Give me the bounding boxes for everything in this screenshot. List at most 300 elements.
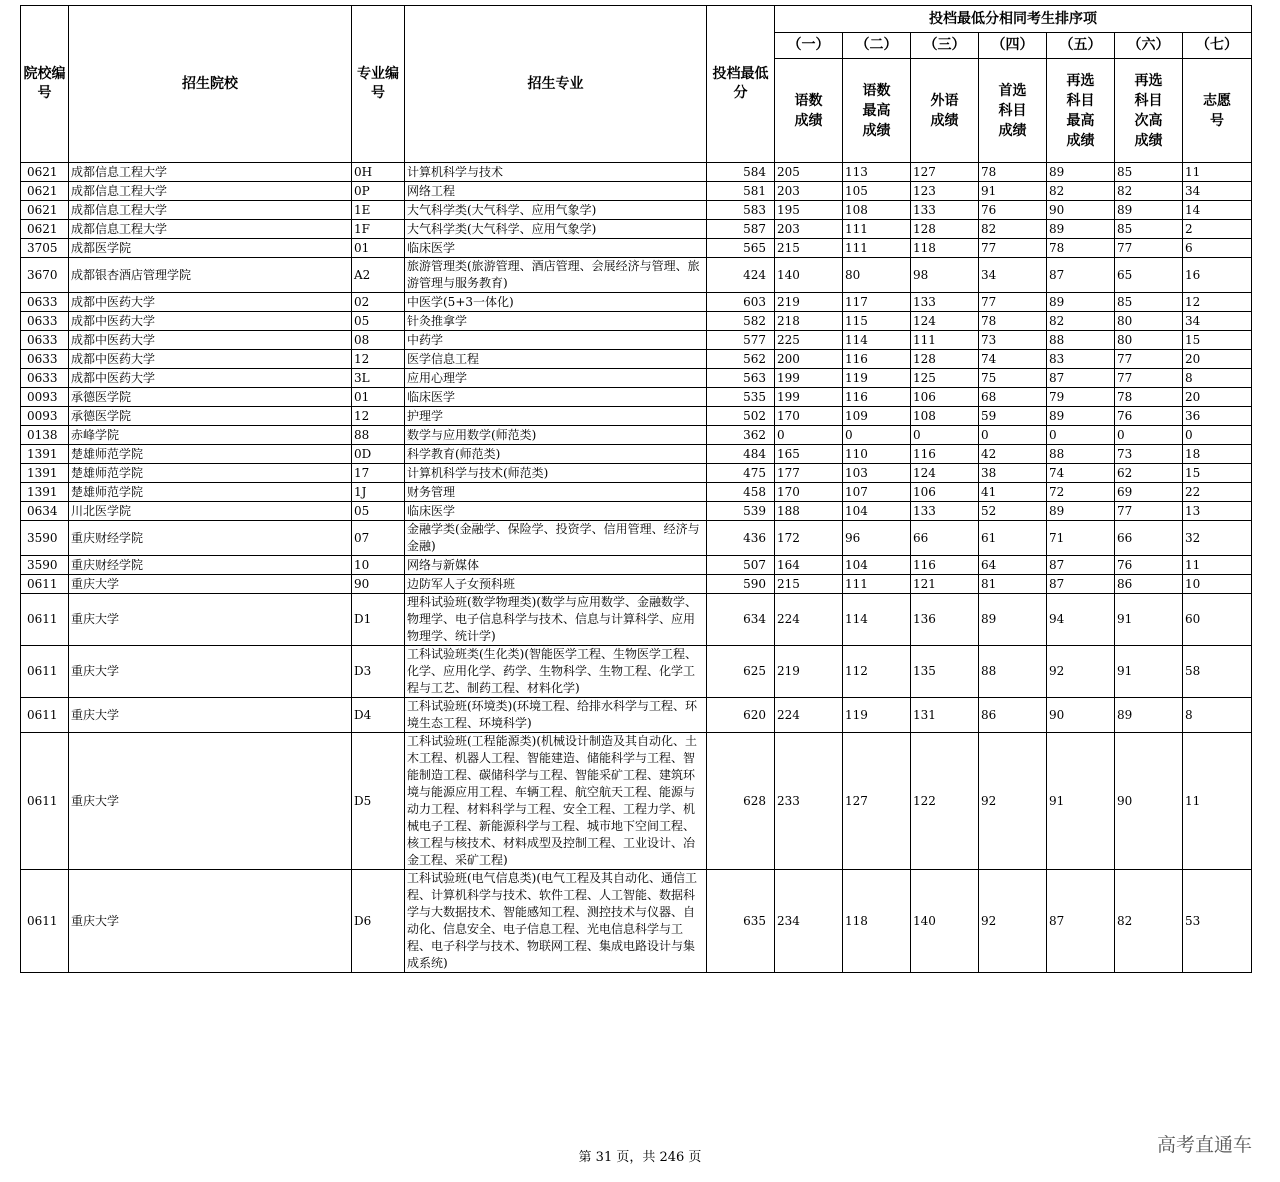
cell-major-name: 医学信息工程 (405, 350, 707, 369)
cell-score-2: 115 (843, 312, 911, 331)
cell-major-code: 07 (352, 521, 405, 556)
cell-score-3: 128 (911, 220, 979, 239)
cell-score-6: 69 (1115, 483, 1183, 502)
cell-score-4: 34 (979, 258, 1047, 293)
cell-score-5: 89 (1047, 220, 1115, 239)
cell-score-2: 127 (843, 733, 911, 870)
cell-score-7: 11 (1183, 163, 1252, 182)
cell-min-score: 590 (707, 575, 775, 594)
cell-score-6: 82 (1115, 870, 1183, 973)
cell-score-3: 125 (911, 369, 979, 388)
cell-school-code: 0611 (21, 733, 69, 870)
header-tiebreak-item: 语数成绩 (775, 59, 843, 163)
cell-score-4: 42 (979, 445, 1047, 464)
cell-min-score: 436 (707, 521, 775, 556)
cell-score-5: 79 (1047, 388, 1115, 407)
cell-score-4: 92 (979, 870, 1047, 973)
cell-school-name: 重庆财经学院 (69, 521, 352, 556)
cell-score-1: 215 (775, 575, 843, 594)
cell-score-2: 111 (843, 575, 911, 594)
cell-score-1: 170 (775, 483, 843, 502)
cell-score-3: 136 (911, 594, 979, 646)
cell-school-name: 川北医学院 (69, 502, 352, 521)
cell-score-3: 116 (911, 445, 979, 464)
header-tiebreak-num: （四） (979, 33, 1047, 59)
cell-major-name: 网络工程 (405, 182, 707, 201)
cell-major-name: 财务管理 (405, 483, 707, 502)
cell-school-name: 成都信息工程大学 (69, 220, 352, 239)
cell-min-score: 577 (707, 331, 775, 350)
cell-min-score: 625 (707, 646, 775, 698)
cell-major-name: 大气科学类(大气科学、应用气象学) (405, 201, 707, 220)
cell-score-2: 80 (843, 258, 911, 293)
cell-min-score: 502 (707, 407, 775, 426)
cell-score-1: 219 (775, 293, 843, 312)
cell-major-code: 1J (352, 483, 405, 502)
cell-score-3: 123 (911, 182, 979, 201)
cell-score-6: 80 (1115, 312, 1183, 331)
cell-score-6: 77 (1115, 502, 1183, 521)
cell-score-7: 22 (1183, 483, 1252, 502)
table-row (21, 870, 1252, 973)
cell-school-code: 0633 (21, 350, 69, 369)
cell-major-code: 05 (352, 312, 405, 331)
cell-major-code: 05 (352, 502, 405, 521)
cell-score-2: 116 (843, 388, 911, 407)
cell-school-name: 重庆大学 (69, 698, 352, 733)
cell-min-score: 635 (707, 870, 775, 973)
cell-score-6: 91 (1115, 594, 1183, 646)
cell-school-code: 0633 (21, 312, 69, 331)
cell-score-6: 89 (1115, 201, 1183, 220)
header-tiebreak-item: 语数最高成绩 (843, 59, 911, 163)
cell-score-7: 0 (1183, 426, 1252, 445)
table-row (21, 258, 1252, 293)
cell-score-4: 86 (979, 698, 1047, 733)
cell-school-name: 成都信息工程大学 (69, 182, 352, 201)
cell-score-2: 112 (843, 646, 911, 698)
cell-score-3: 133 (911, 201, 979, 220)
cell-score-6: 89 (1115, 698, 1183, 733)
cell-score-5: 87 (1047, 369, 1115, 388)
cell-score-7: 18 (1183, 445, 1252, 464)
cell-score-4: 76 (979, 201, 1047, 220)
cell-min-score: 475 (707, 464, 775, 483)
cell-major-code: A2 (352, 258, 405, 293)
cell-school-code: 0611 (21, 575, 69, 594)
cell-min-score: 583 (707, 201, 775, 220)
cell-min-score: 507 (707, 556, 775, 575)
header-tiebreak-item: 再选科目最高成绩 (1047, 59, 1115, 163)
cell-major-name: 临床医学 (405, 502, 707, 521)
cell-score-5: 87 (1047, 556, 1115, 575)
cell-score-4: 88 (979, 646, 1047, 698)
cell-score-7: 11 (1183, 733, 1252, 870)
table-row (21, 556, 1252, 575)
cell-school-code: 3590 (21, 521, 69, 556)
cell-score-7: 20 (1183, 350, 1252, 369)
cell-score-7: 8 (1183, 698, 1252, 733)
table-row (21, 733, 1252, 870)
cell-score-1: 164 (775, 556, 843, 575)
cell-score-7: 15 (1183, 464, 1252, 483)
cell-school-name: 成都信息工程大学 (69, 163, 352, 182)
cell-school-code: 0621 (21, 163, 69, 182)
cell-score-5: 92 (1047, 646, 1115, 698)
cell-score-4: 77 (979, 239, 1047, 258)
cell-score-7: 32 (1183, 521, 1252, 556)
cell-score-2: 105 (843, 182, 911, 201)
cell-score-6: 62 (1115, 464, 1183, 483)
cell-score-3: 106 (911, 388, 979, 407)
cell-score-1: 224 (775, 594, 843, 646)
cell-score-4: 59 (979, 407, 1047, 426)
cell-major-code: 0P (352, 182, 405, 201)
cell-score-7: 11 (1183, 556, 1252, 575)
cell-score-1: 0 (775, 426, 843, 445)
cell-score-2: 119 (843, 369, 911, 388)
cell-min-score: 584 (707, 163, 775, 182)
cell-score-2: 109 (843, 407, 911, 426)
cell-min-score: 581 (707, 182, 775, 201)
cell-school-code: 0093 (21, 388, 69, 407)
cell-score-1: 195 (775, 201, 843, 220)
cell-score-3: 135 (911, 646, 979, 698)
cell-major-name: 计算机科学与技术 (405, 163, 707, 182)
cell-major-code: 88 (352, 426, 405, 445)
cell-score-3: 106 (911, 483, 979, 502)
cell-major-name: 中医学(5+3一体化) (405, 293, 707, 312)
cell-school-name: 重庆财经学院 (69, 556, 352, 575)
cell-score-3: 66 (911, 521, 979, 556)
cell-score-2: 111 (843, 220, 911, 239)
cell-school-name: 楚雄师范学院 (69, 464, 352, 483)
cell-score-5: 90 (1047, 698, 1115, 733)
table-body (21, 163, 1252, 973)
cell-score-4: 78 (979, 312, 1047, 331)
cell-school-name: 成都中医药大学 (69, 331, 352, 350)
cell-score-5: 78 (1047, 239, 1115, 258)
cell-score-3: 133 (911, 293, 979, 312)
table-row (21, 182, 1252, 201)
cell-score-6: 82 (1115, 182, 1183, 201)
cell-score-3: 128 (911, 350, 979, 369)
header-tiebreak-item: 志愿号 (1183, 59, 1252, 163)
cell-score-5: 71 (1047, 521, 1115, 556)
cell-score-6: 85 (1115, 220, 1183, 239)
table-row (21, 407, 1252, 426)
cell-score-4: 52 (979, 502, 1047, 521)
cell-score-4: 91 (979, 182, 1047, 201)
cell-school-code: 0093 (21, 407, 69, 426)
cell-school-name: 重庆大学 (69, 646, 352, 698)
cell-score-5: 94 (1047, 594, 1115, 646)
cell-score-1: 165 (775, 445, 843, 464)
cell-score-5: 89 (1047, 502, 1115, 521)
cell-score-4: 41 (979, 483, 1047, 502)
cell-score-1: 200 (775, 350, 843, 369)
cell-score-3: 98 (911, 258, 979, 293)
cell-score-7: 53 (1183, 870, 1252, 973)
cell-school-name: 成都中医药大学 (69, 312, 352, 331)
table-row (21, 521, 1252, 556)
cell-major-code: 12 (352, 350, 405, 369)
cell-score-7: 16 (1183, 258, 1252, 293)
cell-min-score: 603 (707, 293, 775, 312)
cell-min-score: 362 (707, 426, 775, 445)
cell-score-2: 108 (843, 201, 911, 220)
cell-min-score: 565 (707, 239, 775, 258)
cell-score-1: 199 (775, 388, 843, 407)
cell-school-code: 0611 (21, 698, 69, 733)
cell-school-name: 成都中医药大学 (69, 369, 352, 388)
cell-score-7: 10 (1183, 575, 1252, 594)
cell-min-score: 628 (707, 733, 775, 870)
cell-major-name: 边防军人子女预科班 (405, 575, 707, 594)
cell-score-3: 124 (911, 464, 979, 483)
cell-score-5: 83 (1047, 350, 1115, 369)
header-tiebreak-num: （五） (1047, 33, 1115, 59)
cell-score-1: 234 (775, 870, 843, 973)
cell-min-score: 562 (707, 350, 775, 369)
cell-score-6: 85 (1115, 293, 1183, 312)
cell-score-7: 36 (1183, 407, 1252, 426)
cell-school-name: 重庆大学 (69, 870, 352, 973)
header-tiebreak-num: （七） (1183, 33, 1252, 59)
cell-score-1: 233 (775, 733, 843, 870)
cell-major-code: 02 (352, 293, 405, 312)
cell-score-7: 6 (1183, 239, 1252, 258)
cell-major-name: 金融学类(金融学、保险学、投资学、信用管理、经济与金融) (405, 521, 707, 556)
header-school-name: 招生院校 (69, 6, 352, 163)
cell-school-code: 1391 (21, 464, 69, 483)
cell-major-name: 临床医学 (405, 239, 707, 258)
cell-major-name: 大气科学类(大气科学、应用气象学) (405, 220, 707, 239)
cell-major-name: 工科试验班(工程能源类)(机械设计制造及其自动化、土木工程、机器人工程、智能建造、储能科学与工程、智能制造工程、碳储科学与工程、智能采矿工程、建筑环境与能源应用工程、车辆工程、航空航天工程、能源与动力工程、材料科学与工程、安全工程、工程力学、机械电子工程、新能源科学与工程、城市地下空间工程、核工程与核技术、材料成型及控制工程、工业设计、冶金工程、采矿工程) (405, 733, 707, 870)
cell-score-1: 170 (775, 407, 843, 426)
header-major-code: 专业编号 (352, 6, 405, 163)
table-row (21, 350, 1252, 369)
cell-school-name: 成都医学院 (69, 239, 352, 258)
cell-min-score: 539 (707, 502, 775, 521)
cell-major-name: 工科试验班(电气信息类)(电气工程及其自动化、通信工程、计算机科学与技术、软件工程、人工智能、数据科学与大数据技术、智能感知工程、测控技术与仪器、自动化、信息安全、电子信息工程、光电信息科学与工程、电子科学与技术、物联网工程、集成电路设计与集成系统) (405, 870, 707, 973)
cell-score-6: 86 (1115, 575, 1183, 594)
cell-score-4: 78 (979, 163, 1047, 182)
cell-score-1: 140 (775, 258, 843, 293)
table-row (21, 163, 1252, 182)
table-row (21, 502, 1252, 521)
cell-score-7: 12 (1183, 293, 1252, 312)
cell-score-4: 82 (979, 220, 1047, 239)
cell-school-name: 成都中医药大学 (69, 350, 352, 369)
cell-score-3: 122 (911, 733, 979, 870)
cell-score-7: 20 (1183, 388, 1252, 407)
table-row (21, 426, 1252, 445)
cell-score-2: 104 (843, 502, 911, 521)
cell-score-7: 2 (1183, 220, 1252, 239)
cell-major-name: 临床医学 (405, 388, 707, 407)
cell-score-2: 103 (843, 464, 911, 483)
cell-score-4: 0 (979, 426, 1047, 445)
cell-score-7: 34 (1183, 312, 1252, 331)
header-tiebreak-item: 首选科目成绩 (979, 59, 1047, 163)
cell-min-score: 484 (707, 445, 775, 464)
cell-score-3: 108 (911, 407, 979, 426)
cell-min-score: 634 (707, 594, 775, 646)
cell-score-5: 88 (1047, 445, 1115, 464)
cell-score-1: 215 (775, 239, 843, 258)
cell-score-7: 13 (1183, 502, 1252, 521)
cell-score-2: 96 (843, 521, 911, 556)
cell-school-code: 0633 (21, 369, 69, 388)
cell-score-7: 60 (1183, 594, 1252, 646)
cell-major-name: 针灸推拿学 (405, 312, 707, 331)
cell-score-3: 0 (911, 426, 979, 445)
cell-score-7: 15 (1183, 331, 1252, 350)
cell-school-name: 承德医学院 (69, 388, 352, 407)
cell-score-5: 82 (1047, 312, 1115, 331)
table-row (21, 646, 1252, 698)
cell-score-5: 90 (1047, 201, 1115, 220)
header-major-name: 招生专业 (405, 6, 707, 163)
cell-score-6: 77 (1115, 350, 1183, 369)
cell-school-name: 楚雄师范学院 (69, 483, 352, 502)
table-row (21, 594, 1252, 646)
cell-score-5: 89 (1047, 407, 1115, 426)
table-row (21, 201, 1252, 220)
cell-score-7: 58 (1183, 646, 1252, 698)
admission-score-table (20, 5, 1252, 973)
cell-score-2: 117 (843, 293, 911, 312)
cell-min-score: 535 (707, 388, 775, 407)
cell-major-name: 数学与应用数学(师范类) (405, 426, 707, 445)
watermark: 高考直通车 (1156, 1134, 1252, 1156)
cell-school-name: 成都信息工程大学 (69, 201, 352, 220)
table-row (21, 239, 1252, 258)
cell-major-code: 08 (352, 331, 405, 350)
cell-score-2: 116 (843, 350, 911, 369)
cell-score-4: 75 (979, 369, 1047, 388)
cell-score-1: 188 (775, 502, 843, 521)
cell-major-code: D3 (352, 646, 405, 698)
cell-score-3: 116 (911, 556, 979, 575)
cell-school-code: 0621 (21, 220, 69, 239)
cell-score-3: 121 (911, 575, 979, 594)
cell-score-7: 34 (1183, 182, 1252, 201)
cell-score-3: 111 (911, 331, 979, 350)
cell-score-1: 199 (775, 369, 843, 388)
cell-score-6: 65 (1115, 258, 1183, 293)
cell-score-5: 89 (1047, 163, 1115, 182)
cell-major-name: 计算机科学与技术(师范类) (405, 464, 707, 483)
cell-major-code: D5 (352, 733, 405, 870)
cell-score-4: 89 (979, 594, 1047, 646)
cell-score-6: 76 (1115, 407, 1183, 426)
cell-major-code: D4 (352, 698, 405, 733)
cell-school-code: 0621 (21, 182, 69, 201)
cell-min-score: 587 (707, 220, 775, 239)
cell-major-name: 中药学 (405, 331, 707, 350)
cell-major-code: 01 (352, 388, 405, 407)
cell-school-name: 承德医学院 (69, 407, 352, 426)
table-row (21, 698, 1252, 733)
table-row (21, 388, 1252, 407)
cell-score-6: 77 (1115, 239, 1183, 258)
cell-score-1: 219 (775, 646, 843, 698)
cell-school-code: 0611 (21, 646, 69, 698)
cell-score-5: 89 (1047, 293, 1115, 312)
cell-major-name: 科学教育(师范类) (405, 445, 707, 464)
cell-school-code: 3590 (21, 556, 69, 575)
header-tiebreak-group: 投档最低分相同考生排序项 (775, 6, 1252, 33)
header-tiebreak-num: （三） (911, 33, 979, 59)
cell-score-3: 140 (911, 870, 979, 973)
cell-major-code: 90 (352, 575, 405, 594)
cell-major-code: 3L (352, 369, 405, 388)
header-tiebreak-num: （二） (843, 33, 911, 59)
cell-score-6: 90 (1115, 733, 1183, 870)
cell-score-4: 73 (979, 331, 1047, 350)
header-tiebreak-num: （六） (1115, 33, 1183, 59)
cell-school-code: 0611 (21, 594, 69, 646)
cell-score-1: 203 (775, 182, 843, 201)
table-row (21, 331, 1252, 350)
page-footer: 第 31 页，共 246 页 (578, 1150, 702, 1165)
cell-score-4: 68 (979, 388, 1047, 407)
cell-school-code: 0138 (21, 426, 69, 445)
cell-score-2: 118 (843, 870, 911, 973)
cell-score-4: 81 (979, 575, 1047, 594)
cell-school-code: 0634 (21, 502, 69, 521)
cell-score-4: 77 (979, 293, 1047, 312)
table-row (21, 575, 1252, 594)
cell-score-3: 124 (911, 312, 979, 331)
cell-score-5: 87 (1047, 258, 1115, 293)
cell-score-2: 0 (843, 426, 911, 445)
cell-score-3: 133 (911, 502, 979, 521)
table-row (21, 293, 1252, 312)
cell-score-1: 203 (775, 220, 843, 239)
cell-score-2: 107 (843, 483, 911, 502)
cell-score-5: 87 (1047, 870, 1115, 973)
table-row (21, 483, 1252, 502)
header-min-score: 投档最低分 (707, 6, 775, 163)
cell-school-code: 3670 (21, 258, 69, 293)
cell-major-name: 应用心理学 (405, 369, 707, 388)
header-school-code: 院校编号 (21, 6, 69, 163)
cell-major-code: 1F (352, 220, 405, 239)
cell-school-name: 重庆大学 (69, 575, 352, 594)
cell-min-score: 563 (707, 369, 775, 388)
cell-major-name: 网络与新媒体 (405, 556, 707, 575)
cell-score-6: 73 (1115, 445, 1183, 464)
cell-score-1: 177 (775, 464, 843, 483)
cell-major-code: 10 (352, 556, 405, 575)
cell-school-name: 成都银杏酒店管理学院 (69, 258, 352, 293)
cell-major-name: 护理学 (405, 407, 707, 426)
cell-score-6: 78 (1115, 388, 1183, 407)
cell-score-6: 91 (1115, 646, 1183, 698)
cell-score-1: 225 (775, 331, 843, 350)
cell-min-score: 620 (707, 698, 775, 733)
header-tiebreak-num: （一） (775, 33, 843, 59)
cell-score-1: 172 (775, 521, 843, 556)
cell-school-code: 0611 (21, 870, 69, 973)
cell-score-6: 0 (1115, 426, 1183, 445)
cell-min-score: 582 (707, 312, 775, 331)
cell-score-2: 113 (843, 163, 911, 182)
cell-school-name: 重庆大学 (69, 733, 352, 870)
